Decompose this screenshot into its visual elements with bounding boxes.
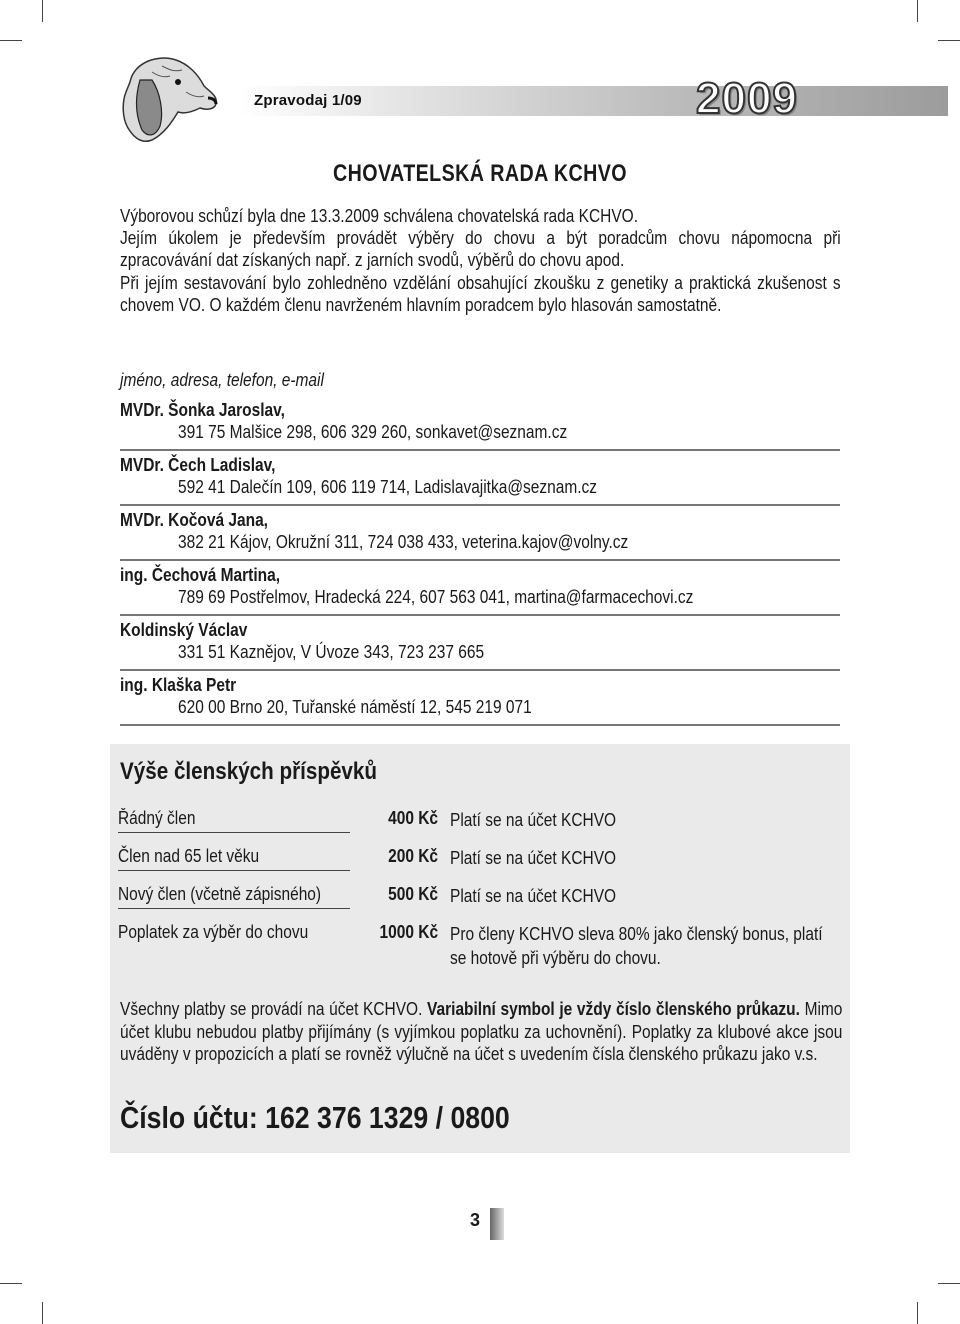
fees-box	[110, 744, 850, 1153]
payment-note	[120, 998, 842, 1066]
fee-label	[118, 884, 350, 909]
payment-note-text: Mimo účet klubu nebudou platby přijímány (s vyjímkou poplatku za uchovnění). Poplatky za klubové akce jsou uváděny v propozicích a platí se rovněž výlučně na účet s uvedením čísla členského průkazu jako v.s.	[120, 999, 843, 1064]
member-address: 331 51 Kaznějov, V Úvoze 343, 723 237 665	[178, 642, 485, 662]
members-subheading	[120, 370, 357, 391]
intro-paragraph: Při jejím sestavování bylo zohledněno vzdělání obsahující zkoušku z genetiky a praktická zkušenost s chovem VO. O každém členu navrženém hlavním poradcem bylo hlasován samostatně.	[120, 272, 841, 315]
fee-amount-text: 200 Kč	[388, 846, 438, 866]
account-number	[120, 1100, 573, 1136]
crop-mark	[917, 1302, 918, 1324]
fee-note	[450, 922, 842, 970]
fee-note	[450, 846, 842, 870]
member-address: 620 00 Brno 20, Tuřanské náměstí 12, 545 219 071	[178, 697, 532, 717]
fee-label	[118, 808, 350, 833]
fee-row	[118, 912, 842, 974]
fee-label-text: Člen nad 65 let věku	[118, 846, 260, 866]
fee-row	[118, 836, 842, 874]
intro-paragraph: Výborovou schůzí byla dne 13.3.2009 schválena chovatelská rada KCHVO.	[120, 206, 639, 226]
fees-table	[118, 798, 842, 974]
fee-amount	[362, 808, 438, 829]
intro-paragraph: Jejím úkolem je především provádět výběry do chovu a být poradcům chovu nápomocna při zpracovávání dat získaných např. z jarních svodů, výběrů do chovu apod.	[120, 228, 841, 271]
fee-note-text: Platí se na účet KCHVO	[450, 810, 617, 830]
crop-mark	[917, 0, 918, 22]
page-number-bar	[490, 1208, 504, 1240]
fee-note-text: Platí se na účet KCHVO	[450, 886, 617, 906]
fees-title	[120, 758, 419, 786]
fee-amount	[362, 922, 438, 943]
crop-mark	[938, 1283, 960, 1284]
member-entry	[120, 508, 840, 561]
fee-note	[450, 884, 842, 908]
member-name: ing. Klaška Petr	[120, 675, 237, 695]
member-entry	[120, 618, 840, 671]
member-entry	[120, 563, 840, 616]
fee-label-text: Poplatek za výběr do chovu	[118, 922, 309, 942]
dog-head-logo	[112, 52, 222, 144]
fee-amount	[362, 846, 438, 867]
crop-mark	[0, 1283, 22, 1284]
members-subheading-text: jméno, adresa, telefon, e-mail	[120, 370, 324, 390]
member-address: 391 75 Malšice 298, 606 329 260, sonkavet@seznam.cz	[178, 422, 568, 442]
fees-title-text: Výše členských příspěvků	[120, 758, 378, 785]
fee-label	[118, 846, 350, 871]
members-list	[120, 398, 840, 728]
account-number-text: Číslo účtu: 162 376 1329 / 0800	[120, 1100, 510, 1135]
fee-label-text: Nový člen (včetně zápisného)	[118, 884, 322, 904]
intro-text	[120, 205, 840, 316]
crop-mark	[0, 40, 22, 41]
fee-label-text: Řádný člen	[118, 808, 196, 828]
member-entry	[120, 673, 840, 726]
fee-row	[118, 798, 842, 836]
fee-amount-text: 500 Kč	[388, 884, 438, 904]
fee-amount-text: 1000 Kč	[379, 922, 438, 942]
member-name: Koldinský Václav	[120, 620, 248, 640]
crop-mark	[938, 40, 960, 41]
fee-amount-text: 400 Kč	[388, 808, 438, 828]
crop-mark	[42, 1302, 43, 1324]
member-address: 382 21 Kájov, Okružní 311, 724 038 433, veterina.kajov@volny.cz	[178, 532, 629, 552]
fee-note-text: Platí se na účet KCHVO	[450, 848, 617, 868]
fee-row	[118, 874, 842, 912]
issue-label: Zpravodaj 1/09	[254, 92, 362, 109]
payment-note-bold: Variabilní symbol je vždy číslo členského průkazu.	[427, 999, 800, 1019]
page-number: 3	[470, 1210, 481, 1230]
member-address: 592 41 Dalečín 109, 606 119 714, Ladislavajitka@seznam.cz	[178, 477, 598, 497]
member-name: MVDr. Čech Ladislav,	[120, 455, 276, 475]
crop-mark	[42, 0, 43, 22]
member-entry	[120, 398, 840, 451]
fee-label	[118, 922, 350, 946]
fee-note	[450, 808, 842, 832]
fee-amount	[362, 884, 438, 905]
member-address: 789 69 Postřelmov, Hradecká 224, 607 563 041, martina@farmacechovi.cz	[178, 587, 694, 607]
payment-note-text: Všechny platby se provádí na účet KCHVO.	[120, 999, 428, 1019]
member-entry	[120, 453, 840, 506]
page-title: CHOVATELSKÁ RADA KCHVO	[332, 160, 628, 187]
fee-note-text: Pro členy KCHVO sleva 80% jako členský bonus, platí se hotově při výběru do chovu.	[450, 924, 823, 968]
member-name: ing. Čechová Martina,	[120, 565, 281, 585]
member-name: MVDr. Kočová Jana,	[120, 510, 268, 530]
year-label: 2009	[696, 74, 798, 123]
member-name: MVDr. Šonka Jaroslav,	[120, 400, 285, 420]
